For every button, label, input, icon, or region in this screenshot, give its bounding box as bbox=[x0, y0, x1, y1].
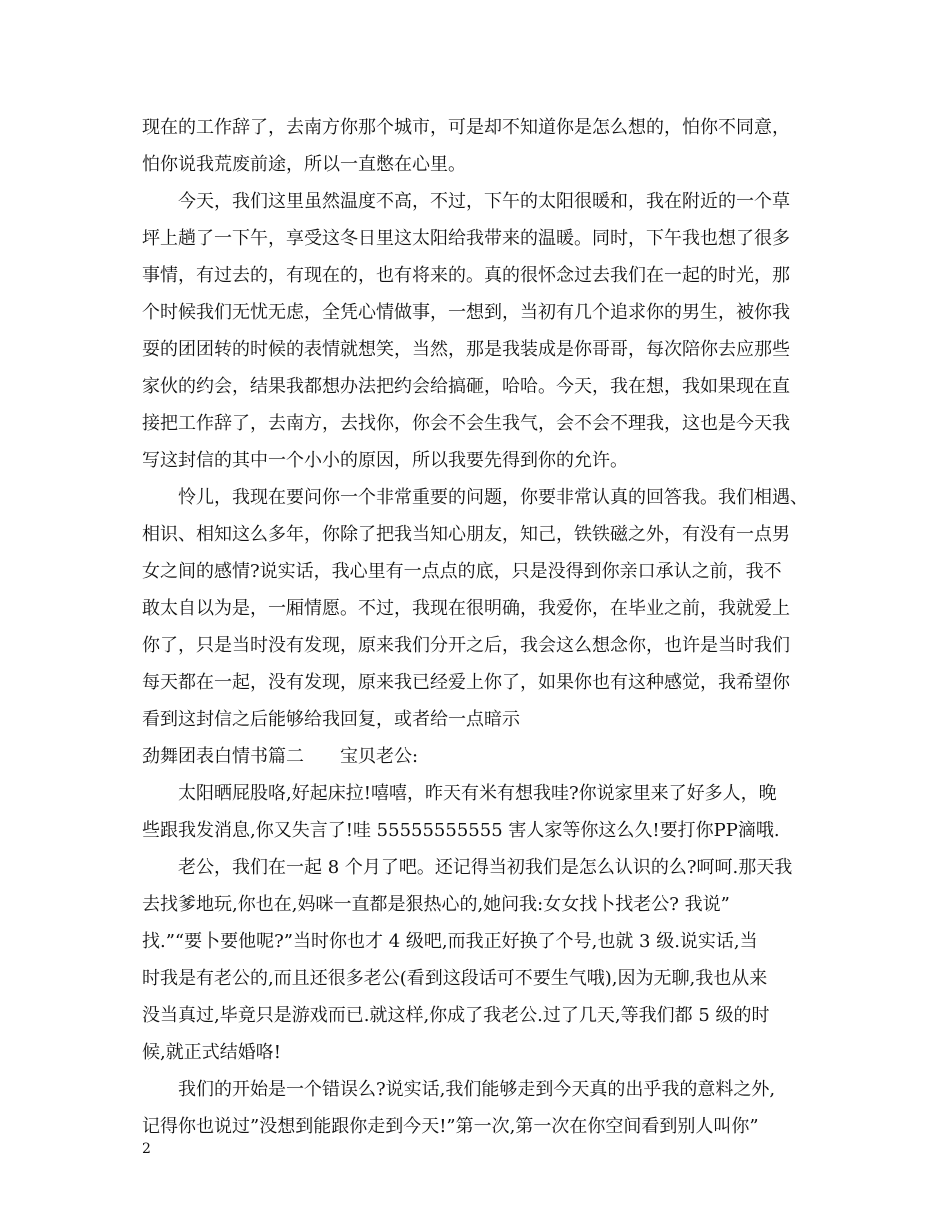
paragraph-start: 太阳晒屁股咯,好起床拉!嘻嘻，昨天有米有想我哇?你说家里来了好多人，晚 bbox=[178, 783, 777, 804]
text-line: 找.”“要卜要他呢?”当时你也才 4 级吧,而我正好换了个号,也就 3 级.说实话,当 bbox=[142, 931, 758, 952]
text-line: 敢太自以为是，一厢情愿。不过，我现在很明确，我爱你，在毕业之前，我就爱上 bbox=[142, 598, 790, 619]
text-line: 女之间的感情?说实话，我心里有一点点的底，只是没得到你亲口承认之前，我不 bbox=[142, 561, 782, 582]
text-line: 家伙的约会，结果我都想办法把约会给搞砸，哈哈。今天，我在想，我如果现在直 bbox=[142, 376, 790, 397]
section-heading: 劲舞团表白情书篇二 宝贝老公: bbox=[142, 746, 419, 767]
text-line: 你了，只是当时没有发现，原来我们分开之后，我会这么想念你，也许是当时我们 bbox=[142, 635, 790, 656]
text-line: 事情，有过去的，有现在的，也有将来的。真的很怀念过去我们在一起的时光，那 bbox=[142, 265, 790, 286]
paragraph-start: 怜儿，我现在要问你一个非常重要的问题，你要非常认真的回答我。我们相遇、 bbox=[178, 487, 808, 508]
text-line: 接把工作辞了，去南方，去找你，你会不会生我气，会不会不理我，这也是今天我 bbox=[142, 413, 790, 434]
text-line: 写这封信的其中一个小小的原因，所以我要先得到你的允许。 bbox=[142, 450, 628, 471]
text-line: 个时候我们无忧无虑，全凭心情做事，一想到，当初有几个追求你的男生，被你我 bbox=[142, 302, 790, 323]
text-line: 看到这封信之后能够给我回复，或者给一点暗示 bbox=[142, 709, 520, 730]
text-line: 去找爹地玩,你也在,妈咪一直都是狠热心的,她问我:女女找卜找老公? 我说” bbox=[142, 894, 730, 915]
text-line: 坪上趟了一下午，享受这冬日里这太阳给我带来的温暖。同时，下午我也想了很多 bbox=[142, 228, 790, 249]
text-line: 怕你说我荒废前途，所以一直憋在心里。 bbox=[142, 154, 466, 175]
text-line: 相识、相知这么多年，你除了把我当知心朋友，知己，铁铁磁之外，有没有一点男 bbox=[142, 524, 790, 545]
text-line: 记得你也说过”没想到能跟你走到今天!”第一次,第一次在你空间看到别人叫你” bbox=[142, 1116, 759, 1137]
text-line: 时我是有老公的,而且还很多老公(看到这段话可不要生气哦),因为无聊,我也从来 bbox=[142, 968, 768, 989]
paragraph-start: 我们的开始是一个错误么?说实话,我们能够走到今天真的出乎我的意料之外, bbox=[178, 1079, 776, 1100]
paragraph-start: 老公，我们在一起 8 个月了吧。还记得当初我们是怎么认识的么?呵呵.那天我 bbox=[178, 857, 793, 878]
text-line: 候,就正式结婚咯! bbox=[142, 1042, 281, 1063]
text-line: 每天都在一起，没有发现，原来我已经爱上你了，如果你也有这种感觉，我希望你 bbox=[142, 672, 790, 693]
page-number: 2 bbox=[142, 1141, 151, 1157]
text-line: 些跟我发消息,你又失言了!哇 55555555555 害人家等你这么久!要打你PP滴哦. bbox=[142, 820, 780, 841]
paragraph-start: 今天，我们这里虽然温度不高，不过，下午的太阳很暖和，我在附近的一个草 bbox=[178, 191, 790, 212]
text-line: 现在的工作辞了，去南方你那个城市，可是却不知道你是怎么想的，怕你不同意， bbox=[142, 117, 790, 138]
text-line: 没当真过,毕竟只是游戏而已.就这样,你成了我老公.过了几天,等我们都 5 级的时 bbox=[142, 1005, 770, 1026]
text-line: 耍的团团转的时候的表情就想笑，当然，那是我装成是你哥哥，每次陪你去应那些 bbox=[142, 339, 790, 360]
